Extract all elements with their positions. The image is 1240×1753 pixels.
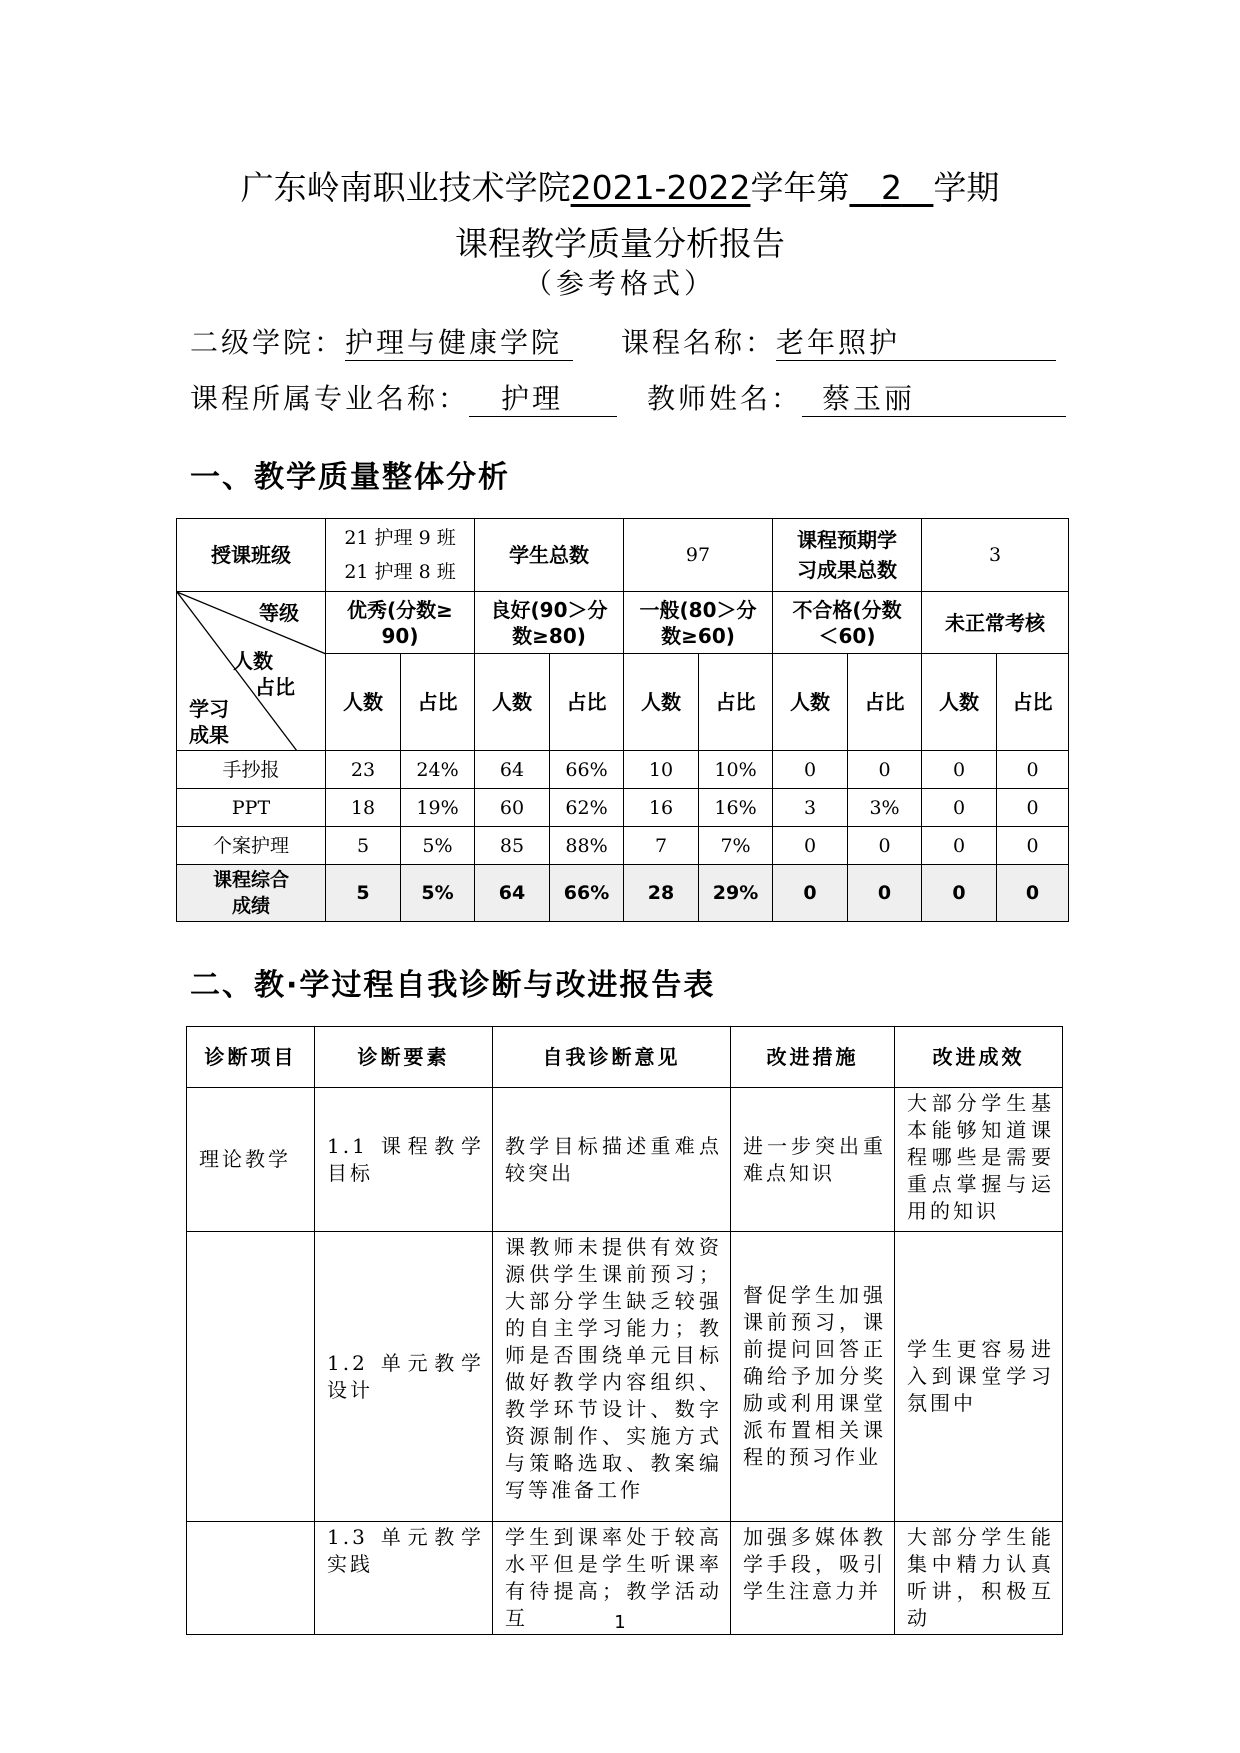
cell: 88% — [550, 827, 624, 865]
cell: 29% — [699, 865, 773, 922]
improvement-measure: 加强多媒体教学手段，吸引学生注意力并 — [731, 1522, 895, 1635]
table2-header-row — [187, 1027, 1063, 1088]
cell: 19% — [401, 789, 475, 827]
cell: 62% — [550, 789, 624, 827]
diag-grade-label: 等级 — [259, 601, 299, 625]
col-header: 改进措施 — [731, 1027, 895, 1088]
cell: 7% — [699, 827, 773, 865]
page-number: 1 — [614, 1612, 626, 1633]
cell: 0 — [773, 751, 848, 789]
course-value: 老年照护 — [776, 326, 1056, 361]
teacher-value: 蔡玉丽 — [802, 382, 1066, 417]
sub-count: 人数 — [922, 654, 997, 751]
report-title: 课程教学质量分析报告 — [455, 224, 785, 263]
meta-line-1 — [190, 324, 1056, 362]
cell: 3 — [773, 789, 848, 827]
cell: 23 — [326, 751, 401, 789]
diagnosis-opinion: 课教师未提供有效资源供学生课前预习；大部分学生缺乏较强的自主学习能力；教师是否围绕单元目标做好教学内容组织、教学环节设计、数字资源制作、实施方式与策略选取、教案编写等准备工作 — [493, 1232, 731, 1522]
diagnosis-item: 理论教学 — [187, 1088, 315, 1232]
col-header: 诊断要素 — [315, 1027, 493, 1088]
cell: 64 — [475, 865, 550, 922]
course-label: 课程名称： — [621, 326, 777, 359]
cell: 0 — [848, 827, 922, 865]
total-row-label: 课程综合 成绩 — [177, 865, 326, 922]
diagnosis-element: 1.1 课程教学目标 — [315, 1088, 493, 1232]
cell: 3% — [848, 789, 922, 827]
term-suffix: 学期 — [933, 168, 1000, 207]
diagnosis-element: 1.2 单元教学设计 — [315, 1232, 493, 1522]
section1-heading: 一、教学质量整体分析 — [190, 460, 510, 495]
cell: 18 — [326, 789, 401, 827]
cell: 5 — [326, 865, 401, 922]
cell: 5% — [401, 827, 475, 865]
grade-not-assessed: 未正常考核 — [922, 592, 1069, 654]
table1-grade-row — [177, 592, 1069, 654]
table-row — [187, 1088, 1063, 1232]
cell: 0 — [848, 865, 922, 922]
outcome-name: PPT — [177, 789, 326, 827]
total-students-value: 97 — [624, 519, 773, 592]
cell: 0 — [997, 751, 1069, 789]
sub-ratio: 占比 — [997, 654, 1069, 751]
college-value: 护理与健康学院 — [345, 326, 573, 361]
cell: 16 — [624, 789, 699, 827]
diagnosis-element: 1.3 单元教学实践 — [315, 1522, 493, 1635]
sub-ratio: 占比 — [401, 654, 475, 751]
cell: 64 — [475, 751, 550, 789]
cell: 60 — [475, 789, 550, 827]
cell: 5 — [326, 827, 401, 865]
cell: 10% — [699, 751, 773, 789]
grade-average: 一般(80＞分 数≥60) — [624, 592, 773, 654]
grade-fail: 不合格(分数 ＜60) — [773, 592, 922, 654]
outcomes-total-label: 课程预期学 习成果总数 — [773, 519, 922, 592]
col-header: 自我诊断意见 — [493, 1027, 731, 1088]
cell: 0 — [997, 827, 1069, 865]
total-row — [177, 865, 1069, 922]
cell: 28 — [624, 865, 699, 922]
teacher-label: 教师姓名： — [647, 382, 803, 415]
diagnosis-opinion: 学生到课率处于较高水平但是学生听课率有待提高；教学活动互 — [493, 1522, 731, 1635]
diagnosis-item — [187, 1232, 315, 1522]
cell: 0 — [922, 789, 997, 827]
cell: 16% — [699, 789, 773, 827]
outcomes-total-value: 3 — [922, 519, 1069, 592]
cell: 0 — [922, 865, 997, 922]
academic-year: 2021-2022 — [570, 168, 751, 207]
improvement-effect: 大部分学生基本能够知道课程哪些是需要重点掌握与运用的知识 — [895, 1088, 1063, 1232]
table-row — [177, 827, 1069, 865]
diagonal-header-cell — [177, 592, 326, 751]
sub-count: 人数 — [475, 654, 550, 751]
section2-heading: 二、教·学过程自我诊断与改进报告表 — [190, 968, 716, 1003]
cell: 0 — [922, 751, 997, 789]
diag-count-label: 人数 — [233, 649, 273, 673]
col-header: 诊断项目 — [187, 1027, 315, 1088]
sub-count: 人数 — [624, 654, 699, 751]
cell: 10 — [624, 751, 699, 789]
report-header-line1 — [0, 162, 1240, 209]
col-header: 改进成效 — [895, 1027, 1063, 1088]
diag-outcome-label-1: 学习 — [189, 697, 229, 721]
sub-count: 人数 — [773, 654, 848, 751]
diagnosis-opinion: 教学目标描述重难点较突出 — [493, 1088, 731, 1232]
sub-ratio: 占比 — [848, 654, 922, 751]
class-list: 21 护理 9 班 21 护理 8 班 — [326, 519, 475, 592]
diag-ratio-label: 占比 — [255, 675, 295, 699]
total-students-label: 学生总数 — [475, 519, 624, 592]
cell: 7 — [624, 827, 699, 865]
diagnosis-table — [186, 1026, 1063, 1635]
sub-ratio: 占比 — [550, 654, 624, 751]
improvement-effect: 学生更容易进入到课堂学习氛围中 — [895, 1232, 1063, 1522]
class-label: 授课班级 — [177, 519, 326, 592]
improvement-measure: 督促学生加强课前预习，课前提问回答正确给予加分奖励或利用课堂派布置相关课程的预习作业 — [731, 1232, 895, 1522]
term-number: 2 — [880, 168, 902, 207]
major-value: 护理 — [469, 382, 617, 417]
report-subtitle: （参考格式） — [523, 267, 716, 300]
cell: 0 — [922, 827, 997, 865]
cell: 0 — [773, 827, 848, 865]
cell: 0 — [848, 751, 922, 789]
cell: 24% — [401, 751, 475, 789]
sub-ratio: 占比 — [699, 654, 773, 751]
cell: 85 — [475, 827, 550, 865]
sub-count: 人数 — [326, 654, 401, 751]
grade-good: 良好(90＞分 数≥80) — [475, 592, 624, 654]
outcome-name: 个案护理 — [177, 827, 326, 865]
major-label: 课程所属专业名称： — [190, 382, 470, 415]
school-name: 广东岭南职业技术学院 — [240, 168, 571, 207]
meta-line-2 — [190, 380, 1066, 418]
cell: 0 — [773, 865, 848, 922]
cell: 66% — [550, 865, 624, 922]
cell: 0 — [997, 789, 1069, 827]
diag-outcome-label-2: 成果 — [189, 723, 229, 747]
grade-excellent: 优秀(分数≥ 90) — [326, 592, 475, 654]
grade-distribution-table — [176, 518, 1069, 922]
improvement-measure: 进一步突出重难点知识 — [731, 1088, 895, 1232]
table-row — [177, 751, 1069, 789]
improvement-effect: 大部分学生能集中精力认真听讲，积极互动 — [895, 1522, 1063, 1635]
college-label: 二级学院： — [190, 326, 346, 359]
cell: 5% — [401, 865, 475, 922]
table1-header-row — [177, 519, 1069, 592]
table-row — [187, 1232, 1063, 1522]
cell: 0 — [997, 865, 1069, 922]
year-suffix: 学年第 — [750, 168, 850, 207]
cell: 66% — [550, 751, 624, 789]
outcome-name: 手抄报 — [177, 751, 326, 789]
table-row — [177, 789, 1069, 827]
